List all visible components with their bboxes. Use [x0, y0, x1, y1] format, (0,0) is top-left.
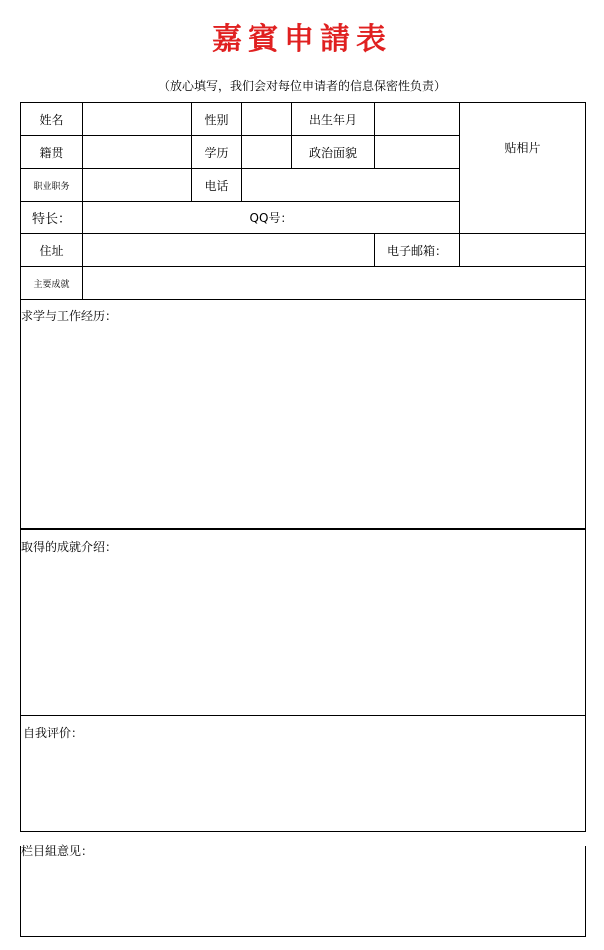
birth-label: 出生年月	[292, 103, 375, 136]
gender-label: 性别	[192, 103, 242, 136]
achievements-section[interactable]	[20, 529, 586, 716]
occupation-label: 职业职务	[21, 169, 83, 202]
achievements-short-label: 主要成就	[21, 267, 83, 300]
name-field[interactable]	[83, 103, 192, 136]
address-field[interactable]	[83, 234, 375, 267]
committee-label: 栏目組意见：	[21, 844, 94, 858]
applicant-info-table	[20, 102, 586, 300]
name-label: 姓名	[21, 103, 83, 136]
form-title: 嘉賓申請表	[212, 22, 392, 57]
political-label: 政治面貌	[292, 136, 375, 169]
email-label: 电子邮箱：	[375, 234, 460, 267]
committee-section[interactable]	[20, 846, 586, 937]
birth-field[interactable]	[375, 103, 460, 136]
study-work-label: 求学与工作经历：	[21, 309, 118, 323]
study-work-section[interactable]	[20, 299, 586, 529]
self-eval-section[interactable]	[20, 715, 586, 832]
gender-field[interactable]	[242, 103, 292, 136]
photo-label: 贴相片	[504, 141, 541, 155]
achievements-label: 取得的成就介绍：	[21, 540, 118, 554]
education-field[interactable]	[242, 136, 292, 169]
phone-field[interactable]	[242, 169, 460, 202]
specialty-label: 特长：	[21, 202, 83, 234]
occupation-field[interactable]	[83, 169, 192, 202]
phone-label: 电话	[192, 169, 242, 202]
hometown-field[interactable]	[83, 136, 192, 169]
specialty-qq-field[interactable]	[83, 202, 460, 234]
hometown-label: 籍贯	[21, 136, 83, 169]
form-subtitle: （放心填写，我们会对每位申请者的信息保密性负责）	[157, 79, 446, 93]
political-field[interactable]	[375, 136, 460, 169]
photo-area[interactable]	[460, 103, 586, 234]
email-field[interactable]	[460, 234, 586, 267]
self-eval-label: 自我评价：	[23, 726, 84, 740]
achievements-short-field[interactable]	[83, 267, 586, 300]
education-label: 学历	[192, 136, 242, 169]
address-label: 住址	[21, 234, 83, 267]
qq-label: QQ号：	[249, 211, 293, 225]
